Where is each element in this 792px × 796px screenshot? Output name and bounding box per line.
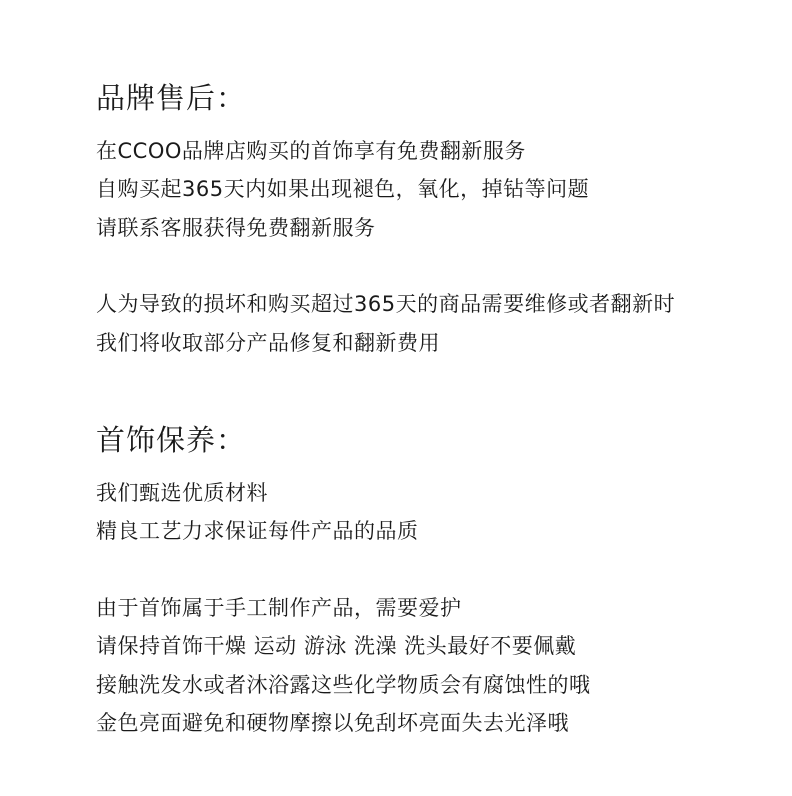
text-line: 金色亮面避免和硬物摩擦以免刮坏亮面失去光泽哦 xyxy=(96,711,569,736)
care-paragraph-2 xyxy=(96,589,591,743)
care-section xyxy=(96,420,591,742)
text-line: 自购买起365天内如果出现褪色，氧化，掉钻等问题 xyxy=(96,177,590,202)
after-sales-paragraph-2 xyxy=(96,285,675,362)
paragraph-gap xyxy=(96,247,675,285)
text-line: 在CCOO品牌店购买的首饰享有免费翻新服务 xyxy=(96,139,526,163)
text-line: 人为导致的损坏和购买超过365天的商品需要维修或者翻新时 xyxy=(96,292,676,317)
after-sales-paragraph-1 xyxy=(96,132,675,247)
paragraph-gap xyxy=(96,551,591,589)
after-sales-section xyxy=(96,78,675,362)
text-line: 请联系客服获得免费翻新服务 xyxy=(96,215,376,240)
care-paragraph-1 xyxy=(96,474,591,551)
text-line: 接触洗发水或者沐浴露这些化学物质会有腐蚀性的哦 xyxy=(96,672,591,697)
after-sales-heading: 品牌售后： xyxy=(96,81,247,115)
text-line: 我们甄选优质材料 xyxy=(96,481,268,505)
text-line: 精良工艺力求保证每件产品的品质 xyxy=(96,519,419,544)
care-heading: 首饰保养： xyxy=(96,423,247,457)
text-line: 我们将收取部分产品修复和翻新费用 xyxy=(96,330,440,355)
text-line: 由于首饰属于手工制作产品，需要爱护 xyxy=(96,595,462,620)
text-line: 请保持首饰干燥 运动 游泳 洗澡 洗头最好不要佩戴 xyxy=(96,634,577,659)
